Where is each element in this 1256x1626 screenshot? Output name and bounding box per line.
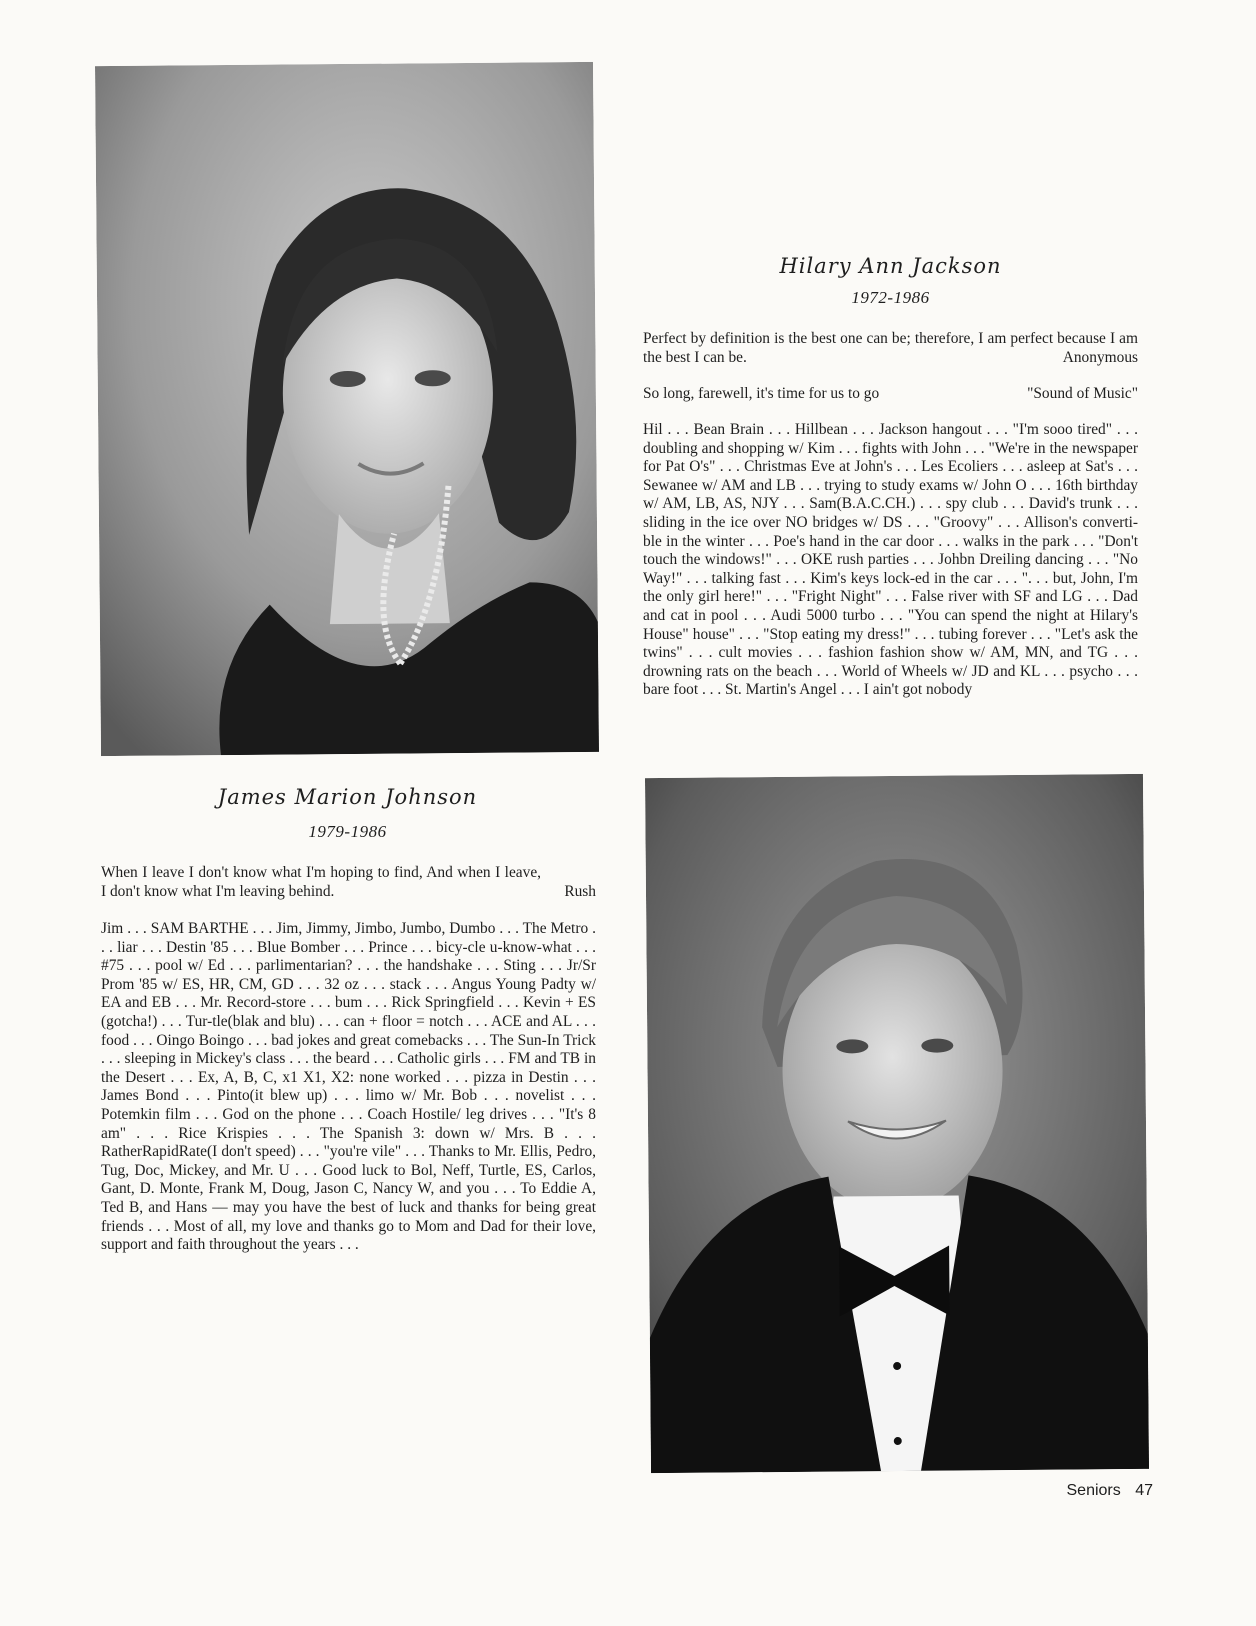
senior-years-hilary: 1972-1986 — [851, 288, 930, 307]
section-label: Seniors — [1066, 1482, 1121, 1499]
quote-author: Anonymous — [1062, 348, 1138, 366]
senior-name-hilary: Hilary Ann Jackson — [779, 254, 1002, 278]
senior-years-james: 1979-1986 — [308, 822, 387, 841]
quote-author: Rush — [564, 882, 596, 900]
portrait-hilary-graphic — [95, 62, 599, 756]
page-number: 47 — [1135, 1482, 1153, 1499]
senior-memories-hilary: Hil . . . Bean Brain . . . Hillbean . . . Jackson hangout . . . "I'm sooo tired" . . . doubling and shopping w/ Kim . . . fights with John . . . "We're in the newspaper for Pat O's" . . . Christmas Eve at John's . . . Les Ecoliers . . . asleep at Sat's . . . Sewanee w/ AM and LB . . . trying to study exams w/ John O . . . 16th birthday w/ AM, LB, AS, NJY . . . Sam(B.A.C.CH.) . . . spy club . . . David's trunk . . . sliding in the ice over NO bridges w/ DS . . . "Groovy" . . . Allison's converti-ble in the winter . . . Poe's hand in the car door . . . walks in the park . . . "Don't touch the windows!" . . . OKE rush parties . . . Johbn Dreiling dancing . . . "No Way!" . . . talking fast . . . Kim's keys lock-ed in the car . . . ". . . but, John, I'm the only girl here!" . . . "Fright Night" . . . False river with SF and LG . . . Dad and cat in pool . . . Audi 5000 turbo . . . "You can spend the night at Hilary's House" house" . . . "Stop eating my dress!" . . . tubing forever . . . "Let's ask the twins" . . . cult movies . . . fashion fashion show w/ AM, MN, and TG . . . drowning rats on the beach . . . World of Wheels w/ JD and KL . . . psycho . . . bare foot . . . St. Martin's Angel . . . I ain't got nobody — [643, 421, 1138, 699]
portrait-james-graphic — [645, 774, 1149, 1473]
senior-name-james: James Marion Johnson — [217, 785, 478, 809]
quote-text: So long, farewell, it's time for us to go — [643, 385, 880, 402]
quote-text: Perfect by definition is the best one can be; therefore, I am perfect because I am the best I can be. — [643, 330, 1138, 366]
page-footer — [1057, 1482, 1154, 1500]
portrait-photo-james — [645, 774, 1149, 1473]
quote-text: When I leave I don't know what I'm hoping to find, And when I leave, I don't know what I'm leaving behind. — [101, 864, 541, 900]
portrait-photo-hilary — [95, 62, 599, 756]
quote-author: "Sound of Music" — [1027, 385, 1138, 402]
senior-quote2-hilary — [643, 385, 1138, 404]
senior-quote-james — [101, 864, 596, 901]
senior-memories-james: Jim . . . SAM BARTHE . . . Jim, Jimmy, Jimbo, Jumbo, Dumbo . . . The Metro . . . liar . . . Destin '85 . . . Blue Bomber . . . Prince . . . bicy-cle u-know-what . . . #75 . . . pool w/ Ed . . . parlimentarian? . . . the handshake . . . Sting . . . Jr/Sr Prom '85 w/ ES, HR, CM, GD . . . 32 oz . . . stack . . . Angus Young Padty w/ EA and EB . . . Mr. Record-store . . . bum . . . Rick Springfield . . . Kevin + ES (gotcha!) . . . Tur-tle(blak and blu) . . . can + floor = notch . . . ACE and AL . . . food . . . Oingo Boingo . . . bad jokes and great comebacks . . . The Sun-In Trick . . . sleeping in Mickey's class . . . the beard . . . Catholic girls . . . FM and TB in the Desert . . . Ex, A, B, C, x1 X1, X2: none worked . . . pizza in Destin . . . James Bond . . . Pinto(it blew up) . . . limo w/ Mr. Bob . . . novelist . . . Potemkin film . . . God on the phone . . . Coach Hostile/ leg drives . . . "It's 8 am" . . . Rice Krispies . . . The Spanish 3: down w/ Mrs. B . . . RatherRapidRate(I don't speed) . . . "you're vile" . . . Thanks to Mr. Ellis, Pedro, Tug, Doc, Mickey, and Mr. U . . . Good luck to Bol, Neff, Turtle, ES, Carlos, Gant, D. Monte, Frank M, Doug, Jason C, Nancy W, and you . . . To Eddie A, Ted B, and Hans — may you have the best of luck and thanks for being great friends . . . Most of all, my love and thanks go to Mom and Dad for their love, support and faith throughout the years . . . — [101, 920, 596, 1254]
senior-quote-hilary — [643, 330, 1138, 367]
